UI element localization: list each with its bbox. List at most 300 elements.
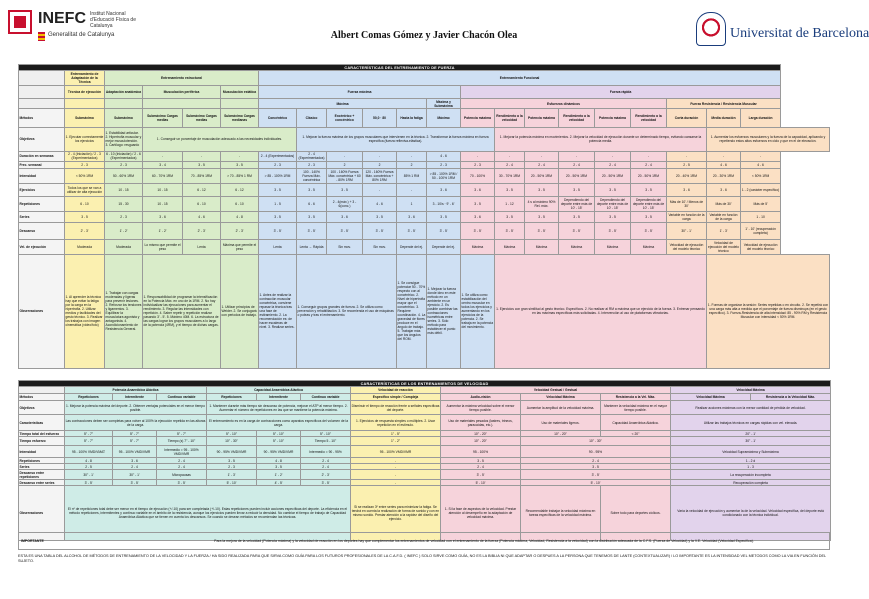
table-cell: 2 - 4 [157, 464, 207, 470]
table-cell: 3' - 5' [65, 480, 113, 486]
method-cell: 50,0 · 80 [363, 109, 397, 128]
table-cell: Velocidad de ejecución del modelo técnico [667, 240, 707, 255]
table-cell: 1. Mantener durante más tiempo sin descanso de potencia, mejorar el ATP al menor tiempo. 2. Aumentar el número de repeticiones en las que se mantiene la potencia máxima. [207, 401, 351, 415]
table-cell: < 20'' [601, 431, 671, 437]
table-cell: Lo mismo que permite el peso [143, 240, 183, 255]
table-cell: 5'' - 10'' [207, 431, 257, 437]
table-cell: 100 - 160% Fuerza Máx. concéntrica + 60 - 80% 1RM [328, 170, 361, 183]
table-cell: 3 - 6 [113, 458, 157, 464]
table-cell: Más de 30' [707, 196, 741, 211]
table-cell: > 70 - 85% 1 RM [221, 169, 259, 184]
method-cell: Continuo variable [157, 394, 207, 401]
table-cell: 4 - 6 [707, 162, 741, 169]
method-cell: Resistencia a la Velocidad Máx. [751, 394, 831, 401]
row-label: Características [19, 415, 65, 431]
table-cell: 90 - 95% [521, 446, 671, 458]
table-cell: Aumentar la máxima velocidad sobre el menor tiempo posible. [441, 401, 521, 415]
sub-strength-endurance: Fuerza Resistencia / Resistencia Muscular [667, 98, 781, 109]
group-max-speed: Velocidad Máxima [671, 387, 831, 394]
observation-cell: Si se realizan 3º entre series para minimizar la fatiga. Se tendrá en cuenta la realización de forma de sonido y con en mismo sonido. Prestar atención a la rapidez del diseño del ejercicio. [351, 486, 441, 541]
table-cell: > 85 - 100% 1RM / 50 - 100% 1RM [427, 169, 461, 184]
row-label: Vel. de ejecución [19, 240, 65, 255]
table-cell: Tiempo (s) 7'' - 10'' [157, 437, 207, 446]
table-cell: - [559, 151, 595, 162]
speed-training-table [18, 380, 831, 541]
table-cell: 10'' - 30'' [207, 437, 257, 446]
table-cell: 6 - 12 [183, 184, 221, 197]
strength-training-table [18, 64, 830, 369]
table-cell: 5'' - 7'' [113, 437, 157, 446]
table-cell: El entrenamiento es en la carga de contracciones como aparatos específicos del volumen de la carga. [207, 415, 351, 431]
row-label: Observaciones [19, 486, 65, 541]
row-label: Series [19, 211, 65, 223]
observation-cell: Recomendable trabajar la velocidad máxima en tareas específicas de la velocidad máxima. [521, 486, 601, 541]
table-cell: > 85 - 100% 1RM [259, 169, 297, 184]
table-cell: - [351, 480, 441, 486]
table-cell: 2 - 4 [441, 464, 521, 470]
method-cell: Repeticiones [65, 394, 113, 401]
table-cell: 1'' - 5'' [351, 431, 441, 437]
method-cell: Larga duración [741, 109, 781, 128]
method-cell: Concéntrico [259, 109, 297, 128]
row-label: Frec. semanal [19, 162, 65, 169]
table-cell: 1' - 3' [207, 470, 257, 480]
table-cell: Mantener la velocidad máxima en el mayor tiempo posible. [601, 401, 671, 415]
table-cell: - [183, 151, 221, 162]
method-cell: Rendimiento a la velocidad [495, 109, 525, 128]
table-cell: - [741, 151, 781, 162]
observation-cell: 1. Si la fase de aspectos de la velocidad. Prestar atención al desempeño en la adaptación de velocidad máxima. [441, 486, 521, 541]
table-cell: 3 - 5 [259, 184, 297, 197]
table-cell: 3' - 5' [559, 223, 595, 240]
objective-cell: 1. Ejecutar correctamente los ejercicios [65, 128, 105, 151]
table-cell: Micropausas [157, 470, 207, 480]
observation-cell: 1. Formas de organizar la sesión: Series repetidas o en circuito. 2. Se repetirá con una carga más alta a medida que el porcentaje de fuerza disminuya (en el gesto específico). 3. Fuerza-Resistencia de alta intensidad: 85 - 90% RM y Resistencia Muscular con intensidad < 50% 1RM. [707, 254, 830, 368]
table-cell: 95 - 100% VMD/VMAT [65, 446, 113, 458]
group-gestural: Velocidad Gestual / Gestual [441, 387, 671, 394]
table-cell: Aumentar la amplitud de la velocidad máxima. [521, 401, 601, 415]
table-cell: 1' - 2' [105, 223, 143, 240]
table-cell: 2' - 3' [221, 223, 259, 240]
row-label: Series [19, 464, 65, 470]
row-label: Ejercicios [19, 184, 65, 197]
table-cell: 2 [327, 162, 363, 169]
table-cell: 3 - 6 [667, 184, 707, 197]
table-cell: 1 - 2 (carácter específico) [741, 184, 781, 197]
ub-logo [696, 12, 869, 54]
generalitat-name: Generalitat de Catalunya [48, 32, 115, 38]
table-cell: 3 - 6 [461, 211, 495, 223]
table-cell: Dependiendo del deporte entre más de 10' - 15' [631, 196, 667, 211]
table-cell: 20 - 50% 1RM [525, 169, 559, 184]
table-cell: 20'' - 1' [671, 431, 831, 437]
table-cell: 2 - 3 [105, 162, 143, 169]
table-cell: 3 - 6 [427, 184, 461, 197]
table-cell: Máxima [495, 240, 525, 255]
observation-cell: 1. Se utiliza como estabilización del centro muscular en todos los ejercicios y aumentando en los ejercicios de la potencia. 2. Se trabaja en la potencia del movimiento. [461, 254, 495, 368]
table-cell: 3 - 5 [495, 211, 525, 223]
sub-rapid-strength: Fuerza rápida [461, 86, 781, 99]
table-cell: 95 - 100% VMD/VMR [351, 446, 441, 458]
observation-cell: 1. Se consigue potenciar 50 - 70% respecto con al concéntrico. 2. Nivel de hipertrofia mayor que el concéntrico. 3. Requiere coordinación. 4. La gravedad de flores produce en el ángulo de trabajo. 5. Trabajar más que los ángulos del ROM. [397, 254, 427, 368]
table-cell: Velocidad Supramáxima y Submáxima [671, 446, 831, 458]
table-cell: 3 - 5 [525, 211, 559, 223]
table-cell: Capacidad Anaeróbica Aláctica. [601, 415, 671, 431]
table-cell: 30'' - 1' [65, 470, 113, 480]
sub-max-submax: Máxima y Submáxima [427, 98, 461, 109]
method-cell: Submáximo Cargas medias [143, 109, 183, 128]
strength-table-title: CARACTERÍSTICAS DEL ENTRENAMIENTO DE FUERZA [19, 65, 781, 71]
table-cell: 3' - 5' [631, 223, 667, 240]
ub-name: Universitat de Barcelona [730, 26, 869, 41]
method-cell: Máximo [427, 109, 461, 128]
table-cell: 3 - 5 [441, 458, 521, 464]
method-cell: Potencia máxima [461, 109, 495, 128]
method-cell: Específico simple / Compleja [351, 394, 441, 401]
table-cell: - [351, 470, 441, 480]
table-cell: La recuperación incompleta [671, 470, 831, 480]
table-cell: 4 - 6 [183, 211, 221, 223]
table-row [19, 128, 830, 151]
table-cell: 4 - 6 [363, 196, 397, 211]
table-cell: 3' - 5' [521, 470, 671, 480]
table-cell: 3 - 5 [207, 458, 257, 464]
table-cell: Variable en función de la carga [668, 212, 705, 221]
speed-table-title: CARACTERÍSTICAS DE LOS ENTRENAMIENTOS DE VELOCIDAD [19, 381, 831, 387]
table-cell: 3 - 5 [327, 184, 363, 197]
table-cell: 30'' - 1' [667, 223, 707, 240]
table-cell: 1' - 2' [143, 223, 183, 240]
observation-cell: 1. Conseguir grupos grandes de fuerza. 2. Se utiliza como prevención y rehabilitación. 3. Se recomienda el uso de máquinas o poleas y tras el entrenamiento. [297, 254, 397, 368]
table-cell: 2 - 3 [461, 162, 495, 169]
method-cell: Velocidad Máxima [671, 394, 751, 401]
table-cell: 3 - 4 [143, 162, 183, 169]
table-cell: 3 - 5 [595, 184, 631, 197]
important-label: IMPORTANTE [21, 539, 44, 543]
table-cell: - [363, 151, 397, 162]
table-cell: 1 [397, 196, 427, 211]
table-cell: 20 - 30% 1RM [707, 169, 741, 184]
table-cell: 5' - 10' [521, 480, 671, 486]
table-cell: Intermedio = 95 - 100% VMD/VMR [157, 446, 207, 458]
table-cell: Sin mov. [327, 240, 363, 255]
table-cell: 3 - 6 [461, 184, 495, 197]
row-label: Objetivos [19, 128, 65, 151]
table-cell: 1' - 3' [707, 223, 741, 240]
row-label: Descanso entre repeticiones [19, 470, 65, 480]
table-cell: 3' - 5' [495, 223, 525, 240]
table-cell: 1. Mejorar la potencia máxima del deporte. 2. Obtener ventajas potenciales en el menor tiempo posible. [65, 401, 207, 415]
table-row [19, 151, 830, 162]
row-label: Observaciones [19, 254, 65, 368]
table-cell: < 50% 1RM [65, 169, 105, 184]
table-cell: 100 - 140% Fuerza Máx. concéntrica [297, 169, 327, 184]
table-cell: 3 - 5 [495, 184, 525, 197]
table-cell: Máxima [525, 240, 559, 255]
table-cell: 2 [397, 162, 427, 169]
table-cell: 3 - 5 [427, 211, 461, 223]
table-cell: 3 - 5 [257, 464, 301, 470]
group-anaerobic-power: Potencia Anaeróbica Aláctica [65, 387, 207, 394]
table-cell: 5'' - 7'' [65, 431, 113, 437]
table-cell: 2 - 4 [559, 162, 595, 169]
observation-cell: Sobre todo para deportes cíclicos. [601, 486, 671, 541]
table-cell: 2 - 4 [595, 162, 631, 169]
table-cell: Máxima [461, 240, 495, 255]
table-cell: 2 - 3 [259, 162, 297, 169]
table-cell: 5'' - 10'' [301, 431, 351, 437]
table-cell: Depende del ej. [397, 240, 427, 255]
table-cell: 3 - 5 [521, 464, 671, 470]
table-cell: - [595, 151, 631, 162]
table-cell: 3 - 6 [327, 211, 363, 223]
methods-label: Métodos [19, 109, 65, 128]
table-cell: 30'' - 1' [671, 437, 831, 446]
table-cell: 3 - 5 [259, 211, 297, 223]
method-cell: Rendimiento a la velocidad [631, 109, 667, 128]
table-cell: - [397, 184, 427, 197]
table-cell: 5' - 10' [207, 480, 257, 486]
objective-cell: 1. Mejorar la potencia máxima en movimientos. 2. Mejorar la velocidad de ejecución durante un determinado tiempo, evitando cansarse la potencia media. [495, 128, 707, 151]
table-cell: 20 - 40% 1RM [667, 169, 707, 184]
table-cell: 4 - 6 [427, 151, 461, 162]
table-cell: 3' - 5' [595, 223, 631, 240]
table-cell: - [525, 151, 559, 162]
group-anaerobic-capacity: Capacidad Anaeróbica Aláctica [207, 387, 351, 394]
row-label: Repeticiones [19, 196, 65, 211]
row-label: Duración en semanas [19, 151, 65, 162]
table-cell: 1 - 2 d [671, 458, 831, 464]
table-cell: 10'' - 30'' [521, 437, 671, 446]
table-cell: 2' - 3' [65, 223, 105, 240]
method-cell: Resistencia a la Vel. Máx. [601, 394, 671, 401]
table-cell: 95 - 100% [441, 446, 521, 458]
table-cell: 90 - 95% VMD/VMR [207, 446, 257, 458]
table-cell: 2 - 4 [521, 458, 671, 464]
objective-cell: 1. Conseguir un porcentaje de musculación adecuado a las necesidades individuales. [143, 128, 297, 151]
table-cell: - [327, 151, 363, 162]
table-row [19, 240, 830, 255]
observation-cell: 1. Antes de realizar la contracción muscular concéntrica, conviene repasar la técnica tras una fase de estiramiento. 2. La recomendación es: de hacer escaleras de nivel. 3. Realizar series. [259, 254, 297, 368]
table-cell: 2' - 3' [301, 470, 351, 480]
table-cell: Realizar acciones máximas con la menor cantidad de pérdida de velocidad. [671, 401, 831, 415]
table-cell: Uso de materiales ligeros. [521, 415, 601, 431]
table-cell: 6 - 10 (Iniciación) / 2 - 6 (Experimentados) [106, 152, 141, 161]
table-cell: 2 - 4 (Experimentados) [298, 152, 325, 161]
method-cell: Submáximo [105, 109, 143, 128]
observation-cell: 1. Mejorar la fuerza donde ideo en este método en un ambiente en un ejercicio. 2. Es posible combinar las contracciones isométricas entre series. 3. Sólo método para establecer el punto más débil. [427, 254, 461, 368]
table-cell: 3' - 5' [327, 223, 363, 240]
objective-cell: 1. Mejorar la fuerza máxima de los grupos musculares que intervienen en la técnica. 2. Transformar la fuerza máxima en fuerza específica (fuerza reflexiva-elástica). [297, 128, 495, 151]
table-cell: 2 - 4 [495, 162, 525, 169]
method-cell: Media duración [707, 109, 741, 128]
table-cell: 2 - 3 [65, 162, 105, 169]
table-cell: 3 - 5 [595, 211, 631, 223]
table-cell: Máxima que permite el peso [221, 240, 259, 255]
table-cell: 3 - 5 [559, 184, 595, 197]
table-cell: 10'' - 20'' [441, 431, 521, 437]
table-cell: Recuperación completa [671, 480, 831, 486]
table-cell: Velocidad de ejecución del modelo técnico [741, 240, 781, 255]
table-cell: 60 - 70% 1RM [143, 169, 183, 184]
row-label: Tiempo total del esfuerzo [19, 431, 65, 437]
table-cell: 3' - 5' [397, 223, 427, 240]
table-cell: 2 - 4 [113, 464, 157, 470]
table-row [19, 162, 830, 169]
sub-maxima: Máxima [259, 98, 427, 109]
table-row [19, 211, 830, 223]
table-cell: - [631, 151, 667, 162]
table-cell: 2 - 5 [65, 464, 113, 470]
table-cell: Disminuir el tiempo de reacción frente a señales específicas del deporte. [351, 401, 441, 415]
table-cell: 3' - 5' [363, 223, 397, 240]
inefc-name: INEFC [38, 10, 86, 27]
table-cell: 3 - 5 [363, 211, 397, 223]
table-cell: 5'' - 7'' [157, 431, 207, 437]
table-cell: Variable en función de la carga [707, 211, 741, 223]
table-cell: 1 - 12 [495, 196, 525, 211]
table-cell: 85% 1 RM [397, 169, 427, 184]
methods-label: Métodos [19, 394, 65, 401]
table-cell: 3' - 5' [259, 223, 297, 240]
table-row [19, 254, 830, 368]
table-cell: 1' - 2' [257, 470, 301, 480]
table-cell: - [461, 151, 495, 162]
table-cell: 2 - 5 [667, 162, 707, 169]
table-cell: - [351, 458, 441, 464]
observation-cell: 1. Utilizar principios de Weider. 2. Se conjugará con periodos de trabajo. [221, 254, 259, 368]
table-cell: 3' - 5' [461, 223, 495, 240]
table-cell: 3 - 5 [183, 162, 221, 169]
table-cell: 2 [363, 162, 397, 169]
table-row [19, 196, 830, 211]
table-cell: 6 - 10 [183, 196, 221, 211]
table-cell: 70 - 85% 1RM [183, 169, 221, 184]
table-cell: 2 - 3 [297, 162, 327, 169]
table-cell: 3' - 5' [525, 223, 559, 240]
important-text: Para la mejora de la velocidad (Potencia máxima) y la velocidad de reacción en los deportes hay que complementar los entrenamientos de velocidad con el entrenamiento de la fuerza (Potencia máxima, Velocidad, Resistencia a la velocidad) con la distribución adecuada de la C.F.S. (Fuerza de Velocidad) y la V.E. Velocidad (Velocidad Específica). [214, 539, 754, 543]
important-note [18, 532, 830, 550]
method-cell: Corta duración [667, 109, 707, 128]
table-cell: 4 - 8 [221, 211, 259, 223]
table-cell: 2 - 3 [105, 211, 143, 223]
table-cell: 3 - 10/s · 9' - 6' [427, 196, 461, 211]
table-cell: 2 - 4 [631, 162, 667, 169]
table-cell: < 50% 1RM [741, 169, 781, 184]
table-cell: - [221, 151, 259, 162]
table-cell: 10 - 15 [143, 196, 183, 211]
table-cell: Máxima [595, 240, 631, 255]
table-cell: 3 - 5 [297, 184, 327, 197]
table-cell: - [707, 151, 741, 162]
table-cell: 10 - 15 [143, 184, 183, 197]
table-cell: 4 - 8 [257, 458, 301, 464]
table-cell: 3' - 5' [157, 480, 207, 486]
table-cell: 6 - 10 [221, 196, 259, 211]
table-cell: - [495, 151, 525, 162]
table-cell: Utilizar las trabajos técnicos en cargas rápidas con vel. elevada. [671, 415, 831, 431]
method-cell: Rendimiento a la velocidad [559, 109, 595, 128]
table-cell: 10 - 15 [105, 184, 143, 197]
observation-cell: 1. Responsabilidad de programar la intensificación en la Potencia Máx. en uno de la 1RM. 2. No hay individualizar las ejecuciones para aumentar el rendimiento. 3. Regular las intensidades con repetición. 4. Saber repetir y repetición realizar pasando 3' - 5'. 5. Máximo 40M. 6. La estructura de las cargas lograr los grupos musculares a lo largo de la potencia (4RM), y el tiempo de dichas cargas. [143, 254, 221, 368]
table-cell: 6 - 10 [65, 196, 105, 211]
table-cell: 30 - 70% 1RM [495, 169, 525, 184]
table-cell: 3 - 6 [707, 184, 741, 197]
table-cell: 10'' - 20'' [441, 437, 521, 446]
table-cell: 1. Ejercicios de respuesta simples o múltiples. 2. Usar repetición en el estímulo. [351, 415, 441, 431]
table-cell: 1 - 10 [741, 211, 781, 223]
table-cell: 3 - 5 [631, 211, 667, 223]
row-label: Descanso [19, 223, 65, 240]
observation-cell: 1. Al aprender la técnica hay que evitar la fatiga por la carga en la hipertrofia. 2. Utilizar medios y facilidades del gesto técnico. 3. Realizar los trabajos con imagen cinemática (video/foto) [65, 254, 105, 368]
method-cell: Potencia máxima [595, 109, 631, 128]
observation-cell: 1. Ejercicios con gran similitud al gesto técnico. Específicos. 2. No realizar al RM a máxima que un ejercicio de la fuerza. 3. Entrenar pensando en las máximas específicas más solicitadas. 4. Intervención al uso de plataformas vibratorias. [495, 254, 707, 368]
table-cell: Uso de materiales pesados (lastres, trineos, paracaídas, etc.). [441, 415, 521, 431]
table-row [19, 184, 830, 197]
table-cell: 2 - 4 (Iniciación) / 2 - 3 (Experimentados) [65, 151, 105, 162]
observation-cell: El nº de repeticiones total debe ser menor en el tiempo de ejecución (+/-10) para ser completada (+/-10). Estas repeticiones pueden incluir acciones específicas del deporte. La eficiencia en el método repeticiones, intermitentes y continuo variable en el ámbito de la resistencia, aunque los ejercicios pueden llevar a reducir la densidad. No cambiar el tiempo de trabajo de Capacidad Anaeróbica Aláctica que se tienen en cuenta los descansos. Se cuando se desean métodos se recomiendan las técnicas. [65, 486, 351, 541]
table-cell: 3 - 5 [525, 184, 559, 197]
table-cell: Depende del ej. [427, 240, 461, 255]
table-cell: Máxima [631, 240, 667, 255]
method-cell: Submáximo [65, 109, 105, 128]
footnote: ESTA ES UNA TABLA DEL ALCOHOL DE MÉTODOS DE ENTRENAMIENTO DE LA VELOCIDAD Y LA FUERZA / HA SIDO REALIZADA PARA QUE SIRVA COMO GUÍA PARA LOS FUTUROS PROFESIONALES DE LA C.A.F.D. ( INEFC ) SOLO SIRVE COMO GUÍA, NO ES LA BIBLIA NI QUE ADAPTAR O DESPUES A LA PERSONA QUE TENEMOS DE LANTE (CONTEXTUALIZAR) / LO IMPORTANTE ES LA INTENSIDAD VEL METODOS COMO LA VIA EN FUNCIÓN DEL SUJETO. [18, 554, 827, 563]
method-cell: Intermitente [257, 394, 301, 401]
table-cell: 3 - 5 [631, 184, 667, 197]
sub-speed-strength: Esfuerzos dinámicos [461, 98, 667, 109]
table-cell: 2 - 4 [301, 458, 351, 464]
inefc-subtitle: Institut Nacional d'Educació Física de Catalunya [90, 11, 136, 29]
table-cell: 5'' - 10'' [257, 437, 301, 446]
table-cell: 3 - 6 [397, 211, 427, 223]
method-cell: Repeticiones [207, 394, 257, 401]
table-cell: 15 - 30 [105, 196, 143, 211]
table-cell: 5'' - 10'' [257, 431, 301, 437]
table-cell: 50 - 60% 1RM [105, 169, 143, 184]
table-row [19, 169, 830, 184]
table-cell: 4 - 6 [741, 162, 781, 169]
table-cell: 5'' - 7'' [113, 431, 157, 437]
table-cell: 120 - 160% Fuerza Máx. concéntrica + 80% 1RM [363, 169, 397, 184]
table-row [19, 415, 831, 431]
objective-cell: 1. Aumentar los esfuerzos musculares y la fuerza de la capacidad, aplicando y repetiendo estos altos esfuerzos en ciclo y que en el de elevación. [707, 128, 830, 151]
table-cell: 4 s al máximo 90% Rel. máx. [525, 196, 559, 211]
table-cell: 6 - 6 [297, 196, 327, 211]
table-cell: 70 - 100% [461, 169, 495, 184]
method-cell: Submáximo Cargas medias [183, 109, 221, 128]
table-cell: Lenta → Rápida [297, 240, 327, 255]
table-cell: Todos los que se van a utilizar de alta ejecución [65, 184, 105, 197]
sub-peripheral: Musculación periférica [143, 86, 221, 99]
table-cell: 2 - 4 (Experimentados) [259, 151, 297, 162]
table-cell: 3' - 5' [441, 470, 521, 480]
group-adaptation: Entrenamiento de Adaptación de la Técnica [65, 71, 105, 86]
table-cell: 1'' - 2'' [351, 437, 441, 446]
table-row [19, 401, 831, 415]
document-title: Albert Comas Gómez y Javier Chacón Olea [330, 30, 518, 41]
table-cell: 4' - 5' [257, 480, 301, 486]
table-cell: 3 - 5 [461, 196, 495, 211]
sub-static: Musculación estática [221, 86, 259, 99]
table-cell: - [667, 151, 707, 162]
table-cell: 95 - 100% VMD/VMR [113, 446, 157, 458]
table-cell: 3' - 5' [113, 480, 157, 486]
table-cell: 2 - 4 [525, 162, 559, 169]
table-cell: Dependiendo del deporte entre más de 10' - 15' [595, 196, 631, 211]
objective-cell: 1. Estabilidad articular. 2. Hipertrofia muscular y mejor musculotendón. 3. Cartílago: resguardo [105, 128, 143, 151]
table-cell: 3 - 5 [297, 211, 327, 223]
sub-max-strength: Fuerza máxima [259, 86, 461, 99]
